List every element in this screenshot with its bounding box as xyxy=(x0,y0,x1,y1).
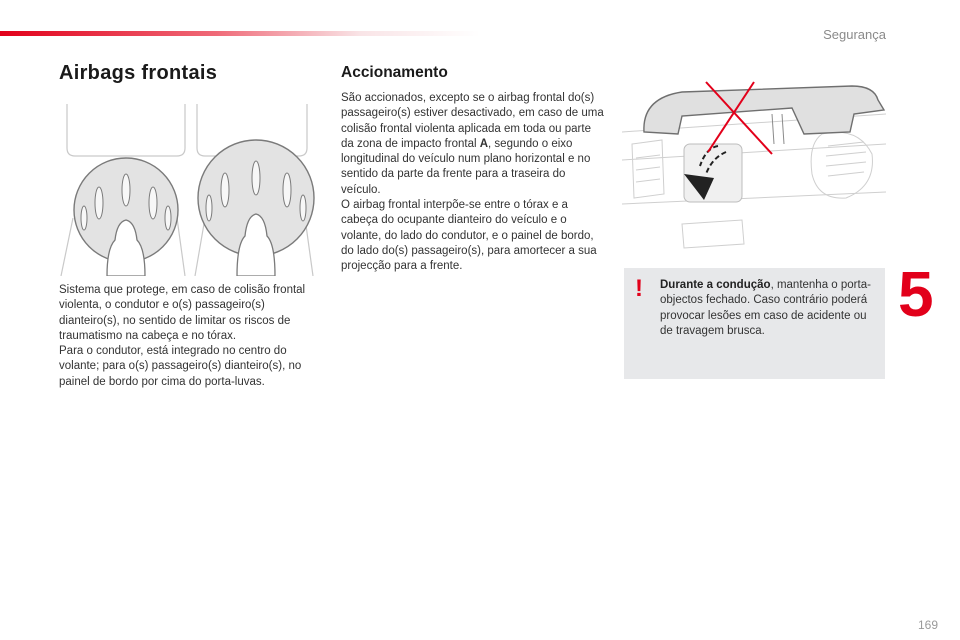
text-eixo: , segundo o eixo longitudinal do veículo num plano horizontal e no sentido da parte da frente para a traseira do veículo. xyxy=(341,137,591,196)
warning-icon: ! xyxy=(635,275,643,302)
heading-airbags-frontais: Airbags frontais xyxy=(59,62,218,84)
warning-box xyxy=(624,268,885,379)
paragraph-accionados xyxy=(341,91,605,198)
text-accionados: São accionados, excepto se o airbag frontal do(s) passageiro(s) estiver desactivado, em caso de uma colisão frontal violenta aplicada em toda ou parte da zona de impacto frontal xyxy=(341,92,604,150)
header-accent-bar xyxy=(0,31,480,36)
warning-bold: Durante a condução xyxy=(660,279,771,291)
section-label: Segurança xyxy=(823,27,886,42)
heading-accionamento: Accionamento xyxy=(341,64,448,81)
front-airbags-illustration xyxy=(59,98,319,276)
dashboard-glovebox-illustration xyxy=(622,74,886,250)
accionamento-description xyxy=(341,91,605,275)
paragraph-condutor: Para o condutor, está integrado no centro do volante; para o(s) passageiro(s) dianteiro(s), no painel de bordo por cima do porta-luvas. xyxy=(59,345,302,388)
paragraph-sistema: Sistema que protege, em caso de colisão frontal violenta, o condutor e o(s) passageiro(s) dianteiro(s), no sentido de limitar os riscos de traumatismo na cabeça e no tórax. xyxy=(59,284,306,342)
chapter-number: 5 xyxy=(898,258,934,330)
paragraph-interpoe: O airbag frontal interpõe-se entre o tórax e a cabeça do ocupante dianteiro do veículo e o volante, do lado do condutor, e o painel de bordo, do lado do(s) passageiro(s), para amortecer a sua projecção para a frente. xyxy=(341,199,597,273)
warning-text xyxy=(660,278,875,339)
impact-zone-letter: A xyxy=(479,137,489,150)
page-number: 169 xyxy=(917,618,938,632)
airbags-description xyxy=(59,283,321,390)
warning-body: , mantenha o porta-objectos fechado. Caso contrário poderá provocar lesões em caso de acidente ou de travagem brusca. xyxy=(660,279,871,337)
